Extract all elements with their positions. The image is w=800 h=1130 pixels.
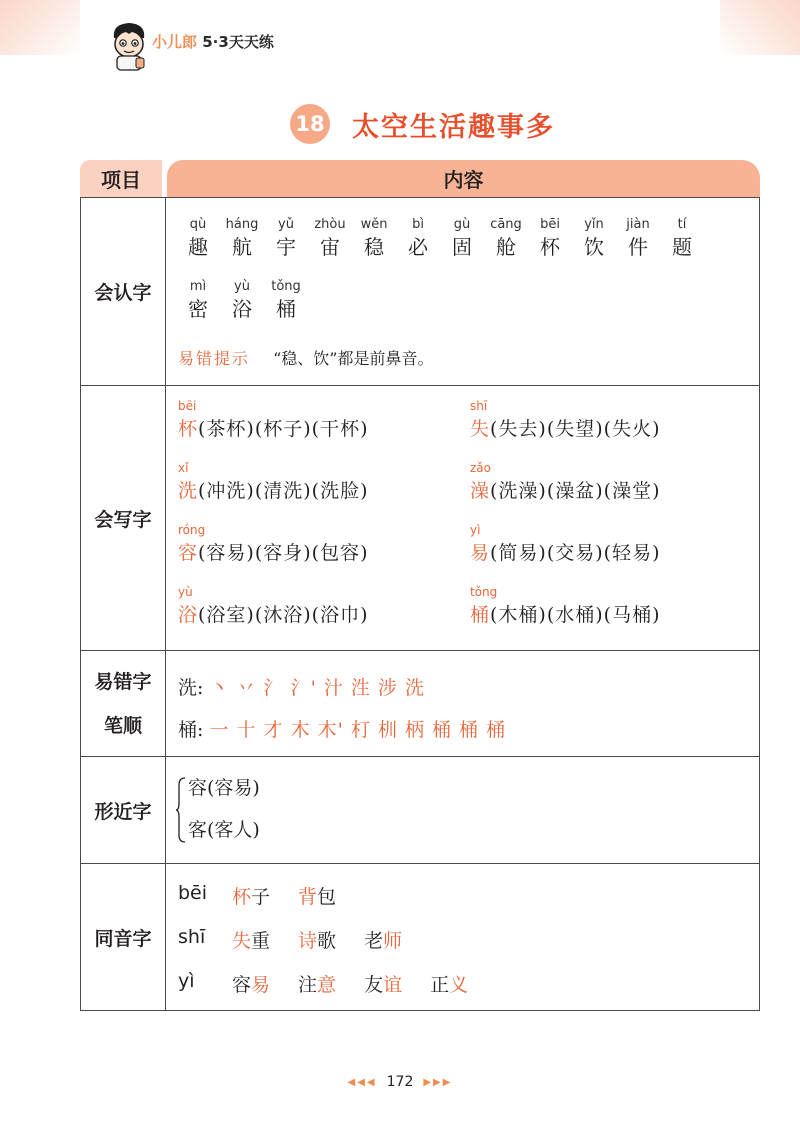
content-stroke-order xyxy=(166,651,759,756)
write-char-item xyxy=(470,584,661,627)
homophone-char: 义 xyxy=(449,974,469,996)
write-words: (容易)(容身)(包容) xyxy=(198,542,369,564)
hanzi: 饮 xyxy=(584,235,604,259)
write-pinyin: yì xyxy=(470,523,481,537)
stroke-sep: : xyxy=(197,719,204,741)
homophone-row xyxy=(178,926,430,953)
homophone-rest: 歌 xyxy=(317,930,337,952)
hanzi: 密 xyxy=(188,297,208,321)
lesson-summary-table xyxy=(80,160,760,1011)
page-corner-decoration-right xyxy=(720,0,800,55)
stroke-item xyxy=(178,673,425,700)
pinyin: mì xyxy=(189,279,207,294)
lesson-number-badge: 18 xyxy=(290,104,330,144)
write-pinyin: bēi xyxy=(178,399,197,413)
error-hint xyxy=(178,346,433,369)
write-words: (木桶)(水桶)(马桶) xyxy=(490,604,661,626)
stroke-sep: : xyxy=(197,677,204,699)
write-pinyin: tǒng xyxy=(470,585,498,599)
hanzi: 宙 xyxy=(320,235,340,259)
next-arrows-icon: ▶▶▶ xyxy=(423,1076,453,1088)
hint-label: 易错提示 xyxy=(178,349,251,368)
write-char-item xyxy=(178,460,369,503)
pinyin: yù xyxy=(234,279,250,294)
write-line xyxy=(470,600,661,627)
hanzi: 舱 xyxy=(496,235,516,259)
pinyin-char xyxy=(308,216,352,260)
write-char: 容 xyxy=(178,542,199,564)
write-pinyin: yù xyxy=(178,585,193,599)
write-line xyxy=(178,538,369,565)
homophone-word xyxy=(298,970,336,997)
write-char-item xyxy=(178,398,369,441)
stroke-item xyxy=(178,715,506,742)
write-char-item xyxy=(178,584,369,627)
hanzi: 宇 xyxy=(276,235,296,259)
mascot-icon xyxy=(108,20,150,72)
row-recognize-chars xyxy=(81,197,759,385)
write-words: (失去)(失望)(失火) xyxy=(490,418,661,440)
stroke-char: 洗 xyxy=(178,677,198,699)
row-homophones xyxy=(81,863,759,1010)
write-words: (冲洗)(清洗)(洗脸) xyxy=(198,480,369,502)
hanzi: 件 xyxy=(628,235,648,259)
hanzi: 桶 xyxy=(276,297,296,321)
homophone-char: 意 xyxy=(317,974,337,996)
homophone-word xyxy=(430,970,468,997)
hanzi: 稳 xyxy=(364,235,384,259)
lesson-heading xyxy=(290,104,555,144)
write-char: 洗 xyxy=(178,480,199,502)
row-write-chars xyxy=(81,385,759,650)
write-words: (简易)(交易)(轻易) xyxy=(490,542,661,564)
homophone-pinyin: shī xyxy=(178,926,206,948)
brand-series: 5·3天天练 xyxy=(202,33,274,51)
write-line xyxy=(178,476,369,503)
write-char: 易 xyxy=(470,542,491,564)
write-pinyin: shī xyxy=(470,399,488,413)
homophone-char: 易 xyxy=(251,974,271,996)
table-header xyxy=(80,160,760,197)
homophone-word xyxy=(298,882,336,909)
label-stroke-line1: 易错字 xyxy=(94,670,152,693)
homophone-pinyin: bēi xyxy=(178,882,208,904)
pinyin-char xyxy=(572,216,616,260)
write-char-item xyxy=(470,398,661,441)
label-stroke-order xyxy=(81,651,166,756)
content-similar xyxy=(166,757,759,863)
write-char-item xyxy=(470,522,661,565)
homophone-word xyxy=(232,882,270,909)
pinyin: tǒng xyxy=(271,279,301,294)
homophone-rest: 注 xyxy=(298,974,318,996)
label-stroke-line2: 笔顺 xyxy=(103,714,142,737)
write-line xyxy=(470,476,661,503)
homophone-pinyin: yì xyxy=(178,970,195,992)
pinyin-char xyxy=(528,216,572,260)
page-footer xyxy=(0,1074,800,1090)
hanzi: 必 xyxy=(408,235,428,259)
table-body xyxy=(80,197,760,1011)
lesson-title: 太空生活趣事多 xyxy=(352,111,555,143)
hanzi: 杯 xyxy=(540,235,560,259)
pinyin: bēi xyxy=(540,217,560,232)
brand-name: 小儿郎 xyxy=(152,33,198,51)
write-pinyin: xǐ xyxy=(178,461,189,475)
label-homophone: 同音字 xyxy=(81,864,166,1010)
hanzi: 浴 xyxy=(232,297,252,321)
brace-icon xyxy=(176,777,186,843)
write-line xyxy=(178,600,369,627)
similar-item: 客(客人) xyxy=(188,819,260,841)
homophone-word xyxy=(364,970,402,997)
stroke-char: 桶 xyxy=(178,719,198,741)
homophone-char: 失 xyxy=(232,930,252,952)
pinyin: yǔ xyxy=(278,217,294,232)
homophone-row xyxy=(178,882,364,909)
row-similar-chars xyxy=(81,756,759,863)
pinyin-char xyxy=(660,216,704,260)
pinyin-char xyxy=(352,216,396,260)
homophone-char: 背 xyxy=(298,886,318,908)
pinyin: yǐn xyxy=(584,217,604,232)
hanzi: 航 xyxy=(232,235,252,259)
write-char: 澡 xyxy=(470,480,491,502)
pinyin-char xyxy=(396,216,440,260)
write-pinyin: zǎo xyxy=(470,461,491,475)
homophone-word xyxy=(298,926,336,953)
label-similar: 形近字 xyxy=(81,757,166,863)
pinyin: háng xyxy=(225,217,259,232)
homophone-word xyxy=(232,926,270,953)
content-homophone xyxy=(166,864,759,1010)
content-recognize xyxy=(166,198,759,385)
pinyin: qù xyxy=(189,217,207,232)
homophone-rest: 容 xyxy=(232,974,252,996)
homophone-rest: 包 xyxy=(317,886,337,908)
homophone-rest: 老 xyxy=(364,930,384,952)
homophone-rest: 友 xyxy=(364,974,384,996)
pinyin: jiàn xyxy=(626,217,650,232)
similar-item: 容(容易) xyxy=(188,777,260,799)
stroke-steps: 一 十 才 木 木' 朾 杊 柄 桶 桶 桶 xyxy=(209,719,507,741)
homophone-rest: 子 xyxy=(251,886,271,908)
pinyin-char xyxy=(264,278,308,322)
pinyin-char xyxy=(440,216,484,260)
write-line xyxy=(470,538,661,565)
pinyin: gù xyxy=(453,217,471,232)
homophone-char: 杯 xyxy=(232,886,252,908)
pinyin: wěn xyxy=(360,217,388,232)
hanzi: 题 xyxy=(672,235,692,259)
pinyin: zhòu xyxy=(314,217,346,232)
pinyin: tí xyxy=(677,217,687,232)
write-char: 杯 xyxy=(178,418,199,440)
write-line xyxy=(178,414,369,441)
label-write: 会写字 xyxy=(81,386,166,650)
book-brand xyxy=(152,31,274,52)
homophone-word xyxy=(232,970,270,997)
hint-text: “稳、饮”都是前鼻音。 xyxy=(273,349,434,368)
write-char: 浴 xyxy=(178,604,199,626)
header-item: 项目 xyxy=(80,160,162,197)
pinyin-char xyxy=(616,216,660,260)
write-words: (浴室)(沐浴)(浴巾) xyxy=(198,604,369,626)
write-char: 桶 xyxy=(470,604,491,626)
write-pinyin: róng xyxy=(178,523,206,537)
write-char-item xyxy=(470,460,661,503)
label-recognize: 会认字 xyxy=(81,198,166,385)
prev-arrows-icon: ◀◀◀ xyxy=(347,1076,377,1088)
page-corner-decoration-left xyxy=(0,0,80,55)
homophone-row xyxy=(178,970,496,997)
write-line xyxy=(470,414,661,441)
header-content: 内容 xyxy=(167,160,760,197)
homophone-char: 师 xyxy=(383,930,403,952)
homophone-char: 谊 xyxy=(383,974,403,996)
homophone-word xyxy=(364,926,402,953)
pinyin-char xyxy=(220,278,264,322)
row-stroke-order xyxy=(81,650,759,756)
write-words: (茶杯)(杯子)(干杯) xyxy=(198,418,369,440)
stroke-steps: 丶 丷 氵 氵' 汁 泩 涉 洗 xyxy=(209,677,425,699)
pinyin: bì xyxy=(412,217,424,232)
pinyin-char xyxy=(484,216,528,260)
homophone-char: 诗 xyxy=(298,930,318,952)
pinyin-char xyxy=(264,216,308,260)
recognize-chars-line1 xyxy=(176,216,704,260)
pinyin-char xyxy=(176,278,220,322)
page-number: 172 xyxy=(386,1074,414,1090)
write-char: 失 xyxy=(470,418,491,440)
pinyin-char xyxy=(176,216,220,260)
write-char-item xyxy=(178,522,369,565)
write-words: (洗澡)(澡盆)(澡堂) xyxy=(490,480,661,502)
hanzi: 趣 xyxy=(188,235,208,259)
homophone-rest: 正 xyxy=(430,974,450,996)
homophone-rest: 重 xyxy=(251,930,271,952)
content-write xyxy=(166,386,759,650)
recognize-chars-line2 xyxy=(176,278,308,322)
hanzi: 固 xyxy=(452,235,472,259)
pinyin-char xyxy=(220,216,264,260)
pinyin: cāng xyxy=(490,217,522,232)
